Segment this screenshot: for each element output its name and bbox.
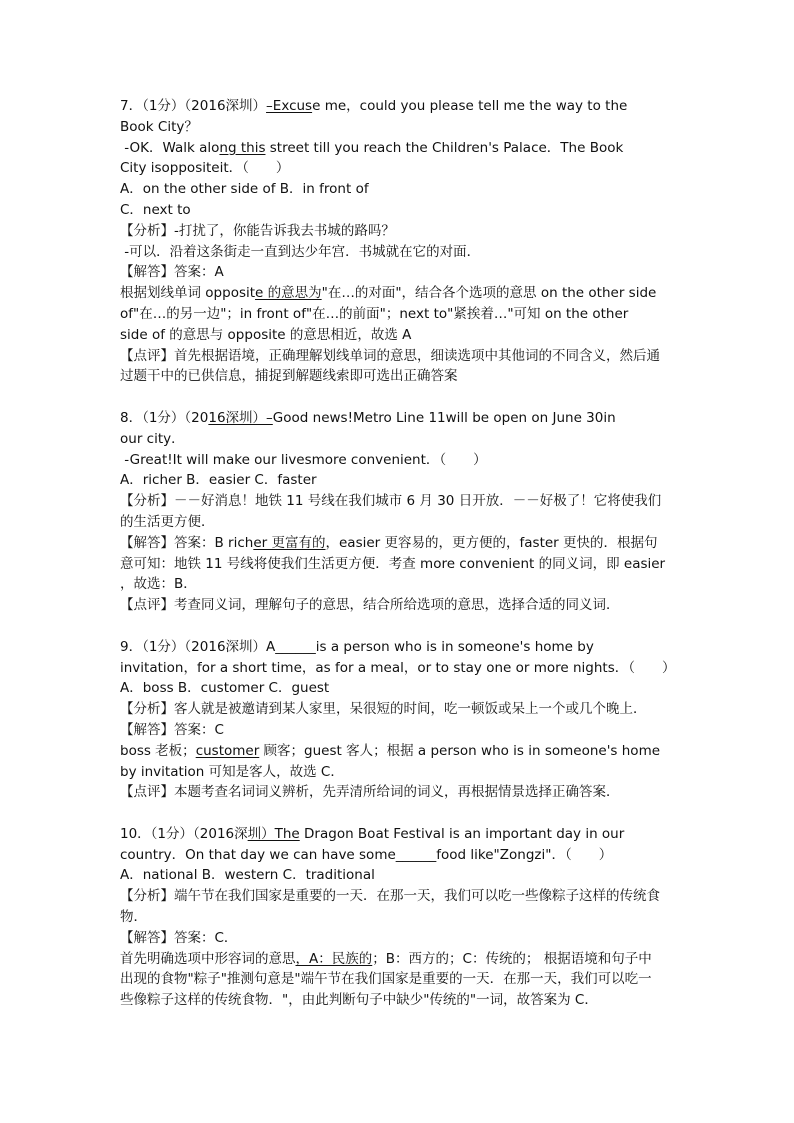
analysis-section (120, 491, 760, 533)
text-segment: street till you reach the Children's Palace．The Book (265, 139, 624, 156)
underlined-text: –Excus (266, 98, 313, 114)
question-7 (120, 96, 760, 387)
comment-line: 【点评】首先根据语境，正确理解划线单词的意思，细读选项中其他词的不同含义，然后通 (120, 347, 660, 364)
answer-line (120, 741, 760, 762)
text-segment: Dragon Boat Festival is an important day in our (299, 825, 625, 842)
text-segment: 根据划线单词 opposit (120, 285, 256, 302)
option-line: A．on the other side of B．in front of (120, 181, 369, 198)
stem-line (120, 408, 760, 429)
answer-line: of"在…的另一边"；in front of"在…的前面"；next to"紧挨着…"可知 on the other (120, 305, 629, 322)
underlined-text: ng this (219, 139, 266, 156)
text-segment: e me，could you please tell me the way to the (312, 98, 628, 114)
analysis-section (120, 886, 760, 928)
stem-line (120, 96, 760, 117)
answer-line: 些像粽子这样的传统食物．"，由此判断句子中缺少"传统的"一词，故答案为 C． (120, 992, 598, 1009)
question-stem (120, 408, 760, 470)
stem-line: our city． (120, 430, 185, 447)
answer-line: 【解答】答案：A (120, 264, 224, 281)
answer-section (120, 533, 760, 595)
text-segment: 顾客；guest 客人；根据 a person who is in someone's home (259, 742, 661, 759)
stem-line (120, 138, 760, 159)
option-line: A．boss B．customer C．guest (120, 680, 330, 697)
text-segment: boss 老板； (120, 742, 196, 759)
text-segment: "在…的对面"，结合各个选项的意思 on the other side (321, 285, 657, 302)
analysis-section (120, 221, 760, 263)
question-stem (120, 824, 760, 866)
text-segment: 7．（1分）（2016深圳） (120, 98, 267, 114)
analysis-line: 【分析】-打扰了，你能告诉我去书城的路吗？ (120, 222, 395, 239)
stem-line: City isoppositeit．（ ） (120, 160, 290, 177)
answer-section (120, 720, 760, 782)
analysis-section (120, 699, 760, 720)
analysis-line: 的生活更方便． (120, 513, 215, 530)
comment-line: 过题干中的已供信息，捕捉到解题线索即可选出正确答案 (120, 368, 458, 385)
question-9 (120, 637, 760, 803)
answer-line: ，故选：B． (120, 576, 197, 593)
answer-line: by invitation 可知是客人，故选 C． (120, 763, 344, 780)
question-options (120, 179, 760, 221)
comment-section (120, 782, 760, 803)
underlined-text: 圳）The (247, 825, 300, 842)
analysis-line: 【分析】客人就是被邀请到某人家里，呆很短的时间，吃一顿饭或呆上一个或几个晚上． (120, 701, 647, 718)
answer-line (120, 283, 760, 304)
stem-line (120, 824, 760, 845)
option-line: C．next to (120, 201, 191, 218)
stem-line: 9．（1分）（2016深圳）A______is a person who is in someone's home by (120, 638, 594, 655)
text-segment: ，easier 更容易的，更方便的，faster 更快的．根据句 (325, 534, 658, 551)
answer-line: side of 的意思与 opposite 的意思相近，故选 A (120, 326, 412, 343)
question-8 (120, 408, 760, 616)
text-segment: 【解答】答案：B rich (120, 534, 254, 551)
comment-line: 【点评】考查同义词，理解句子的意思，结合所给选项的意思，选择合适的同义词． (120, 597, 620, 614)
question-options (120, 865, 760, 886)
underlined-text: 16深圳）– (208, 409, 273, 426)
stem-line: -Great!It will make our livesmore convenient．（ ） (120, 451, 487, 468)
answer-section (120, 262, 760, 345)
answer-line: 意可知：地铁 11 号线将使我们生活更方便．考查 more convenient 的同义词，即 easier (120, 555, 666, 572)
answer-line: 【解答】答案：C． (120, 929, 238, 946)
analysis-line: -可以．沿着这条街走一直到达少年宫．书城就在它的对面． (120, 243, 481, 260)
text-segment: ；B：西方的；C：传统的； 根据语境和句子中 (372, 950, 652, 967)
question-options (120, 678, 760, 699)
answer-line: 出现的食物"粽子"推测句意是"端午节在我们国家是重要的一天．在那一天，我们可以吃一 (120, 971, 652, 988)
option-line: A．richer B．easier C．faster (120, 472, 317, 489)
analysis-line: 【分析】端午节在我们国家是重要的一天．在那一天，我们可以吃一些像粽子这样的传统食 (120, 888, 660, 905)
underlined-text: ，A：民族的 (295, 950, 373, 967)
stem-line: Book City？ (120, 118, 198, 135)
text-segment: -OK．Walk alo (120, 139, 220, 156)
answer-line: 【解答】答案：C (120, 721, 224, 738)
comment-section (120, 595, 760, 616)
stem-line: country．On that day we can have some______food like"Zongzi"．（ ） (120, 846, 613, 863)
stem-line: invitation，for a short time，as for a meal，or to stay one or more nights．（ ） (120, 659, 676, 676)
question-options (120, 470, 760, 491)
underlined-text: e 的意思为 (255, 285, 322, 302)
answer-line (120, 949, 760, 970)
document-content (120, 96, 760, 1011)
text-segment: Good news!Metro Line 11will be open on June 30in (272, 409, 616, 426)
underlined-text: er 更富有的 (253, 534, 326, 551)
answer-section (120, 928, 760, 1011)
question-stem (120, 96, 760, 179)
underlined-text: customer (195, 742, 260, 759)
text-segment: 8．（1分）（20 (120, 409, 209, 426)
text-segment: 首先明确选项中形容词的意思 (120, 950, 296, 967)
answer-line (120, 533, 760, 554)
analysis-line: 物． (120, 909, 147, 926)
comment-section (120, 346, 760, 388)
question-stem (120, 637, 760, 679)
comment-line: 【点评】本题考查名词词义辨析，先弄清所给词的词义，再根据情景选择正确答案． (120, 784, 620, 801)
option-line: A．national B．western C．traditional (120, 867, 375, 884)
analysis-line: 【分析】－－好消息！地铁 11 号线在我们城市 6 月 30 日开放．－－好极了！它将使我们 (120, 493, 662, 510)
text-segment: 10．（1分）（2016深 (120, 825, 248, 842)
question-10 (120, 824, 760, 1011)
